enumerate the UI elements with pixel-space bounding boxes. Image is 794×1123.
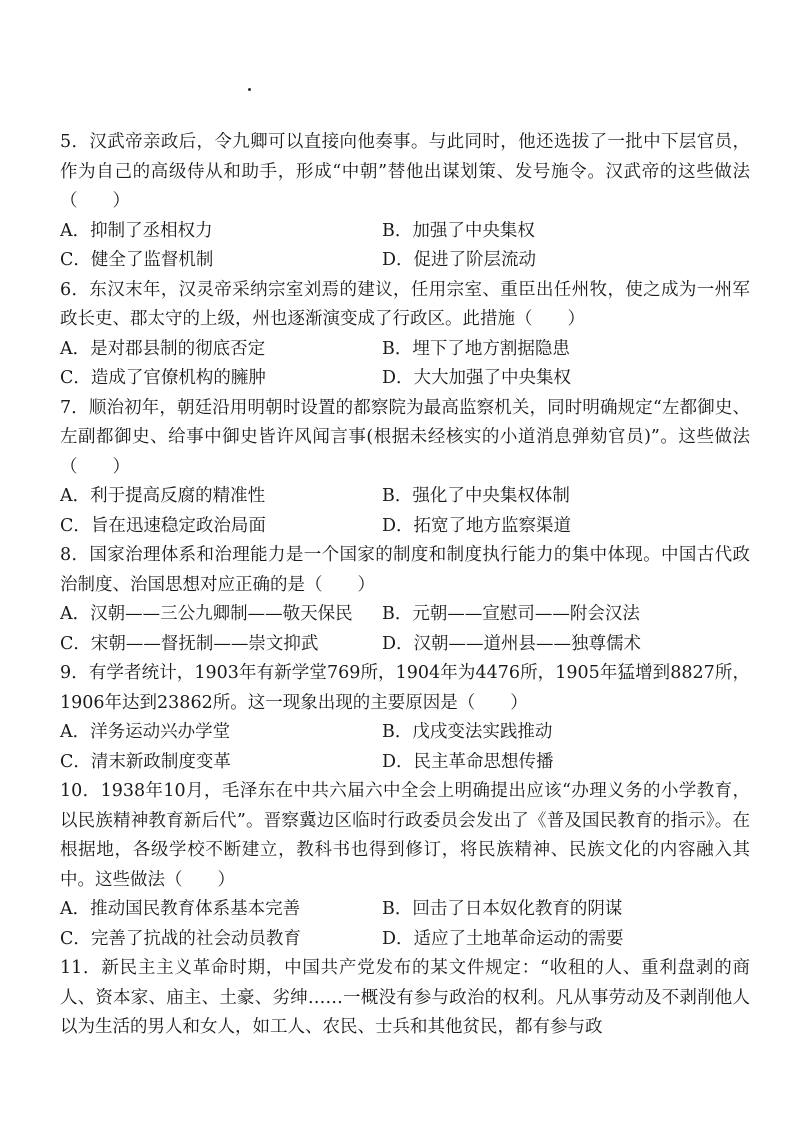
option-grid (60, 482, 750, 541)
question-list (60, 128, 750, 1043)
option-a: A．推动国民教育体系基本完善 (60, 899, 301, 919)
question-7 (60, 394, 750, 542)
question-stem: 8．国家治理体系和治理能力是一个国家的制度和制度执行能力的集中体现。中国古代政治制度、治国思想对应正确的是（ ） (60, 545, 750, 595)
option-d: D．大大加强了中央集权 (382, 368, 572, 388)
option-grid (60, 335, 750, 394)
option-b: B．回击了日本奴化教育的阴谋 (382, 899, 623, 919)
option-grid (60, 718, 750, 777)
option-a: A．是对郡县制的彻底否定 (60, 338, 266, 359)
scan-speck (248, 88, 251, 91)
option-a: A．抑制了丞相权力 (60, 220, 213, 241)
option-d: D．促进了阶层流动 (382, 250, 537, 270)
option-grid (60, 600, 750, 659)
option-a: A．利于提高反腐的精准性 (60, 486, 266, 506)
option-b: B．强化了中央集权体制 (382, 486, 570, 506)
option-c: C．健全了监督机制 (60, 250, 214, 270)
option-d: D．拓宽了地方监察渠道 (382, 515, 572, 536)
question-stem: 6．东汉末年，汉灵帝采纳宗室刘焉的建议，任用宗室、重臣出任州牧，使之成为一州军政长吏、郡太守的上级，州也逐渐演变成了行政区。此措施（ ） (60, 279, 750, 329)
option-a: A．洋务运动兴办学堂 (60, 722, 231, 742)
option-grid (60, 895, 750, 954)
option-c: C．宋朝——督抚制——崇文抑武 (60, 633, 319, 654)
option-d: D．汉朝——道州县——独尊儒术 (382, 633, 642, 654)
option-b: B．戊戌变法实践推动 (382, 722, 553, 742)
option-b: B．元朝——宣慰司——附会汉法 (382, 604, 640, 624)
question-stem: 7．顺治初年，朝廷沿用明朝时设置的都察院为最高监察机关，同时明确规定“左都御史、左副都御史、给事中御史皆许风闻言事(根据未经核实的小道消息弹劾官员)”。这些做法（ ） (60, 397, 750, 477)
question-9 (60, 659, 750, 777)
question-11 (60, 954, 750, 1043)
option-b: B．埋下了地方割据隐患 (382, 338, 570, 359)
question-stem: 10．1938年10月，毛泽东在中共六届六中全会上明确提出应该“办理义务的小学教育，以民族精神教育新后代”。晋察冀边区临时行政委员会发出了《普及国民教育的指示》。在根据地，各级学校不断建立，教科书也得到修订，将民族精神、民族文化的内容融入其中。这些做法（ ） (60, 781, 750, 890)
option-c: C．完善了抗战的社会动员教育 (60, 928, 301, 949)
option-b: B．加强了中央集权 (382, 220, 535, 241)
option-c: C．旨在迅速稳定政治局面 (60, 515, 266, 536)
option-d: D．适应了土地革命运动的需要 (382, 928, 624, 949)
question-8 (60, 541, 750, 659)
question-stem: 11．新民主主义革命时期，中国共产党发布的某文件规定：“收租的人、重利盘剥的商人、资本家、庙主、土豪、劣绅……一概没有参与政治的权利。凡从事劳动及不剥削他人以为生活的男人和女人，如工人、农民、士兵和其他贫民，都有参与政 (60, 958, 750, 1037)
option-d: D．民主革命思想传播 (382, 751, 554, 772)
question-stem: 9．有学者统计，1903年有新学堂769所，1904年为4476所，1905年猛增到8827所，1906年达到23862所。这一现象出现的主要原因是（ ） (60, 663, 750, 713)
question-5 (60, 128, 750, 276)
option-c: C．清末新政制度变革 (60, 751, 231, 772)
option-c: C．造成了官僚机构的臃肿 (60, 368, 266, 388)
question-6 (60, 276, 750, 394)
option-grid (60, 217, 750, 276)
question-stem: 5．汉武帝亲政后，令九卿可以直接向他奏事。与此同时，他还选拔了一批中下层官员，作为自己的高级侍从和助手，形成“中朝”替他出谋划策、发号施令。汉武帝的这些做法（ ） (60, 132, 750, 211)
option-a: A．汉朝——三公九卿制——敬天保民 (60, 604, 353, 624)
question-10 (60, 777, 750, 954)
